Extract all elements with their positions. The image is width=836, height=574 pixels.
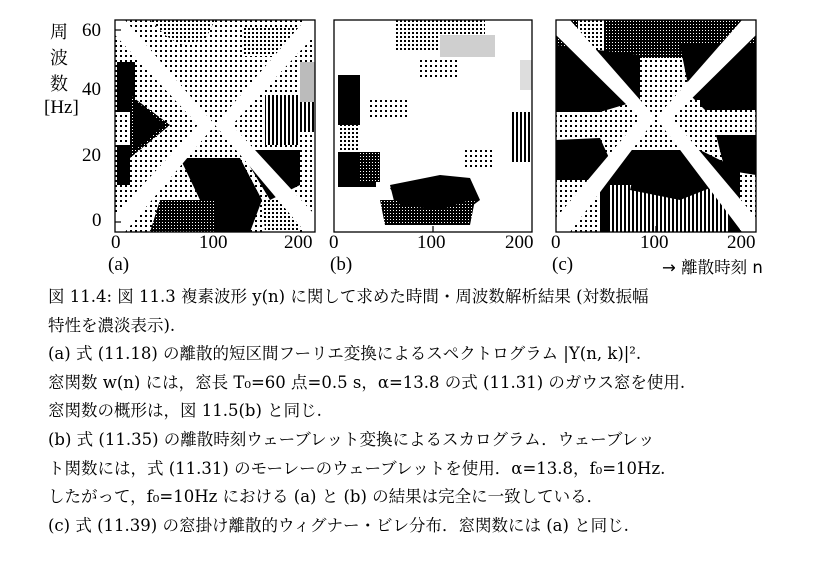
y-label-line: 数 xyxy=(50,74,68,95)
x-tick-label: 200 xyxy=(284,232,313,253)
figure-caption xyxy=(48,283,828,540)
panel-b-scalogram xyxy=(334,20,532,232)
panel-label-b: (b) xyxy=(330,254,353,275)
x-tick-label: 0 xyxy=(111,232,121,253)
x-tick-label: 200 xyxy=(727,232,756,253)
x-tick-label: 0 xyxy=(551,232,561,253)
caption-line: 図 11.4: 図 11.3 複素波形 y(n) に関して求めた時間・周波数解析結果 (対数振幅 xyxy=(48,287,649,306)
y-tick-label: 20 xyxy=(82,145,101,166)
y-tick-label: 60 xyxy=(82,20,101,41)
x-tick-label: 100 xyxy=(417,232,446,253)
caption-line: (a) 式 (11.18) の離散的短区間フーリエ変換によるスペクトログラム |Y(n, k)|². xyxy=(48,344,642,364)
caption-line: (c) 式 (11.39) の窓掛け離散的ウィグナー・ビレ分布．窓関数には (a) と同じ. xyxy=(48,515,629,535)
caption-line: 特性を濃淡表示). xyxy=(48,315,176,335)
x-tick-label: 100 xyxy=(199,232,228,253)
y-label-unit: [Hz] xyxy=(44,97,79,118)
caption-line: ト関数には，式 (11.31) のモーレーのウェーブレットを使用．α=13.8，f₀=10Hz. xyxy=(48,458,666,478)
y-label-line: 周 xyxy=(50,22,68,43)
x-tick-label: 200 xyxy=(505,232,534,253)
y-tick-label: 0 xyxy=(92,210,102,231)
y-tick-label: 40 xyxy=(82,79,101,100)
caption-line: 窓関数の概形は，図 11.5(b) と同じ. xyxy=(48,401,322,421)
panel-label-a: (a) xyxy=(108,254,130,275)
caption-line: (b) 式 (11.35) の離散時刻ウェーブレット変換によるスカログラム．ウェーブレッ xyxy=(48,429,655,449)
y-label-line: 波 xyxy=(50,48,68,69)
x-axis-label: → 離散時刻 n xyxy=(662,258,763,277)
panel-a-spectrogram xyxy=(115,20,315,232)
caption-line: 窓関数 w(n) には，窓長 T₀=60 点=0.5 s，α=13.8 の式 (11.31) のガウス窓を使用. xyxy=(48,372,686,392)
caption-line: したがって，f₀=10Hz における (a) と (b) の結果は完全に一致している． xyxy=(48,487,604,507)
x-tick-label: 100 xyxy=(640,232,669,253)
panel-label-c: (c) xyxy=(552,254,574,275)
panel-c-wigner-ville xyxy=(556,20,756,232)
x-tick-label: 0 xyxy=(329,232,339,253)
